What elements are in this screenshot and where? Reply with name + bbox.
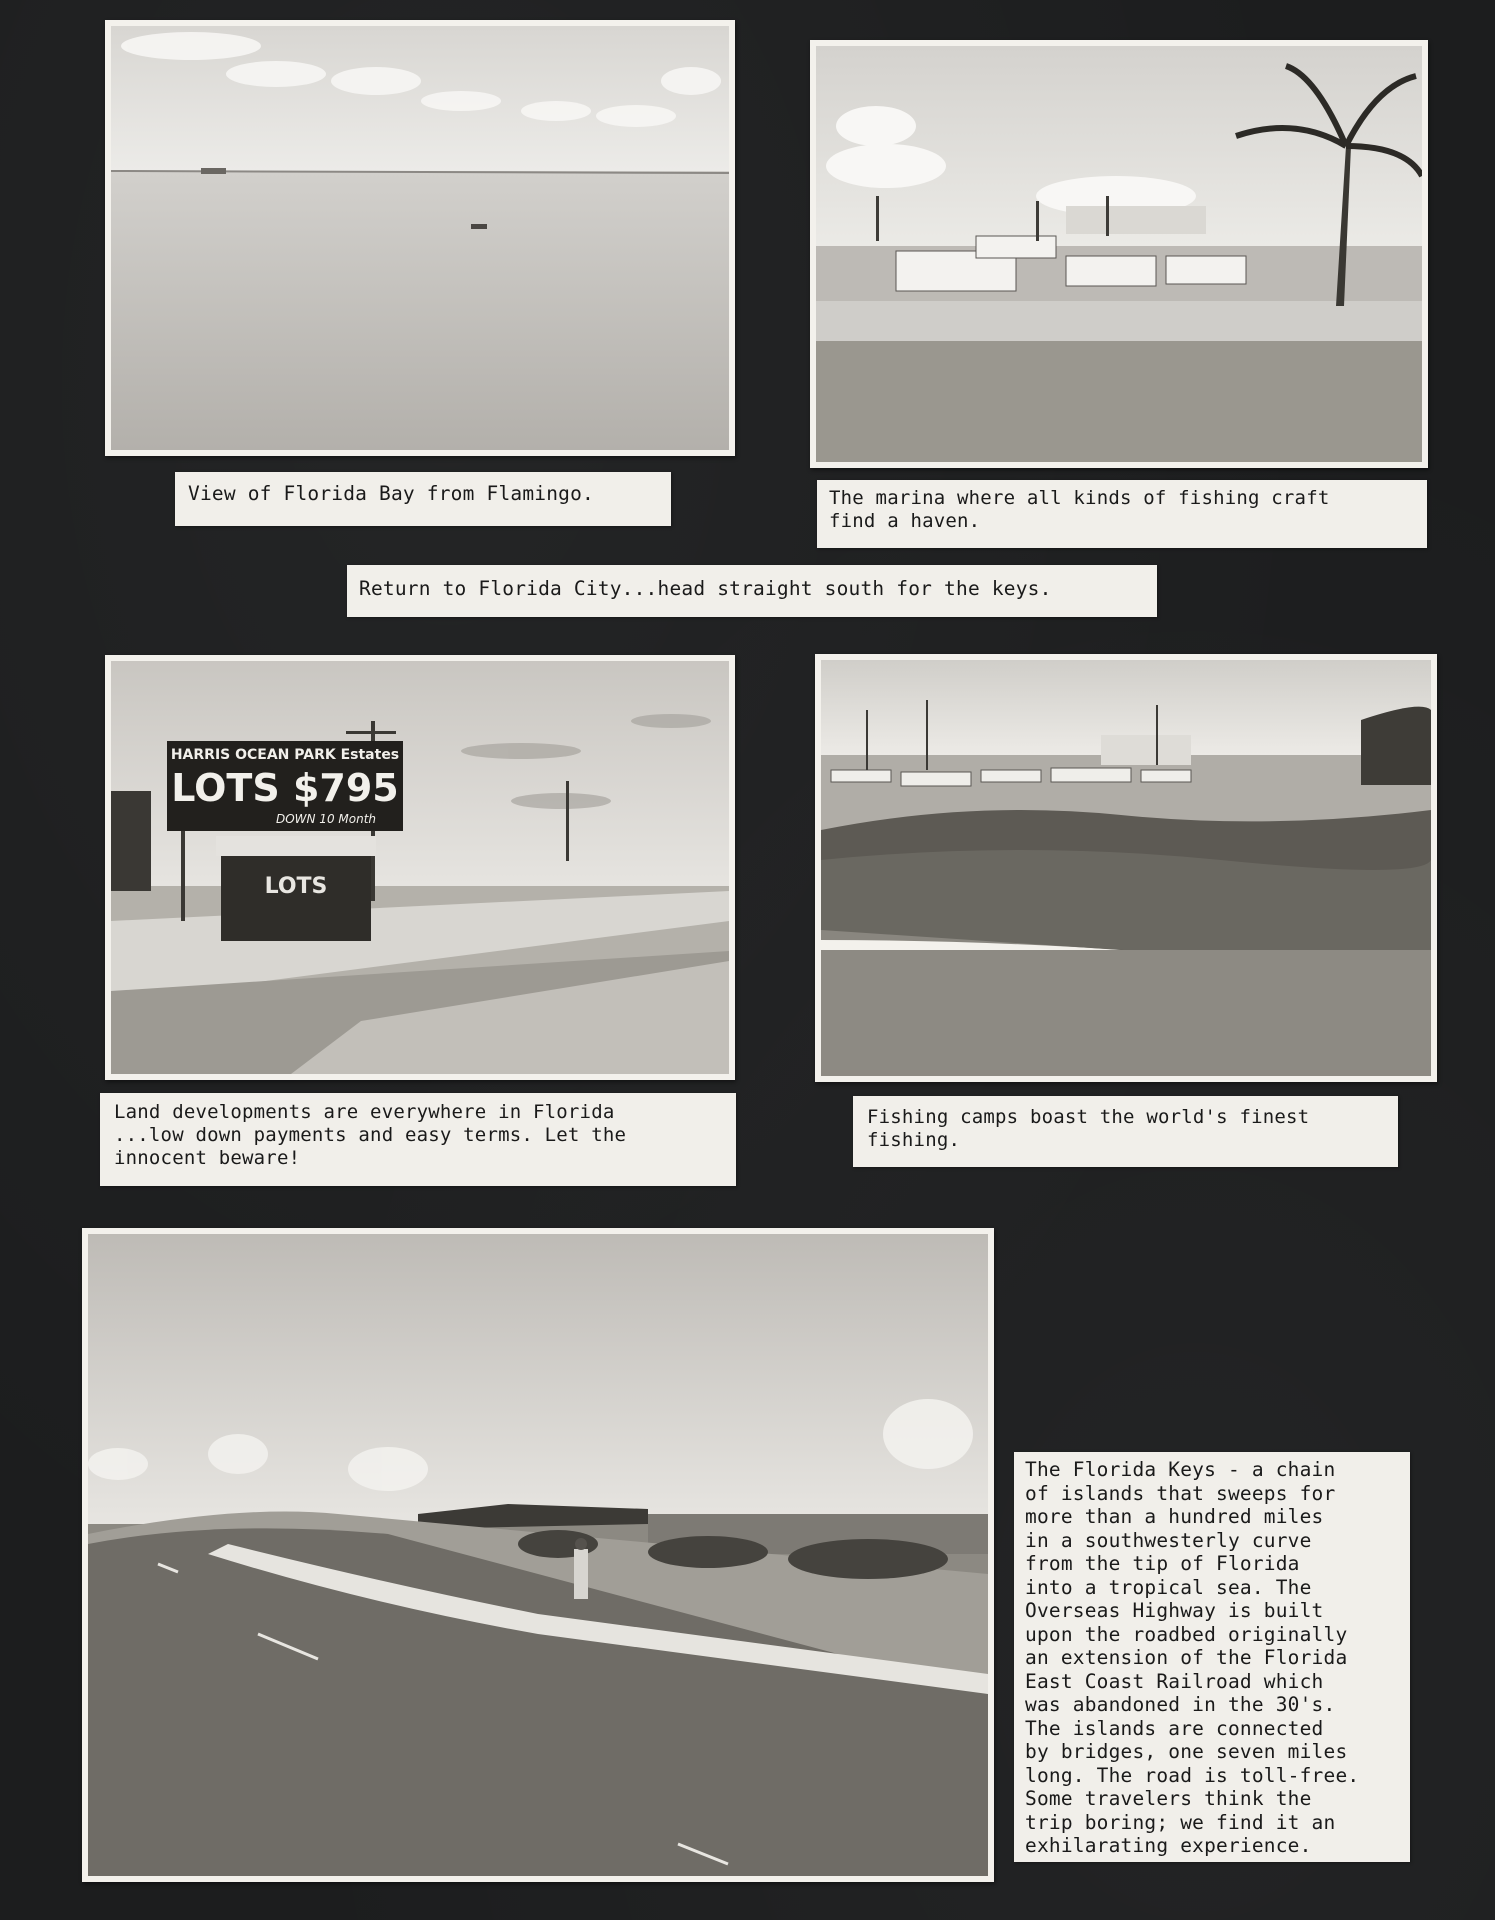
fishing-camp-image	[821, 660, 1431, 1076]
harris-sign-terms: DOWN 10 Month	[275, 812, 377, 826]
marina-image	[816, 46, 1422, 462]
caption-land-developments: Land developments are everywhere in Florida ...low down payments and easy terms. Let the innocent beware!	[100, 1093, 736, 1186]
lots-lower-sign-text: LOTS	[264, 874, 328, 899]
photo-overseas-highway	[82, 1228, 994, 1882]
caption-marina: The marina where all kinds of fishing craft find a haven.	[817, 480, 1427, 548]
florida-bay-image	[111, 26, 729, 450]
caption-fishing-camps: Fishing camps boast the world's finest fishing.	[853, 1096, 1398, 1167]
photo-land-development	[105, 655, 735, 1080]
photo-florida-bay	[105, 20, 735, 456]
caption-florida-bay: View of Florida Bay from Flamingo.	[175, 472, 671, 526]
harris-sign-price: LOTS $795	[171, 766, 399, 810]
land-development-image	[111, 661, 729, 1074]
caption-return-to-florida-city: Return to Florida City...head straight south for the keys.	[347, 565, 1157, 617]
caption-florida-keys: The Florida Keys - a chain of islands that sweeps for more than a hundred miles in a southwesterly curve from the tip of Florida into a tropical sea. The Overseas Highway is built upon the roadbed originally an extension of the Florida East Coast Railroad which was abandoned in the 30's. The islands are connected by bridges, one seven miles long. The road is toll-free. Some travelers think the trip boring; we find it an exhilarating experience.	[1014, 1452, 1410, 1862]
photo-marina	[810, 40, 1428, 468]
overseas-highway-image	[88, 1234, 988, 1876]
photo-fishing-camp	[815, 654, 1437, 1082]
harris-sign-line1: HARRIS OCEAN PARK Estates	[170, 747, 400, 763]
